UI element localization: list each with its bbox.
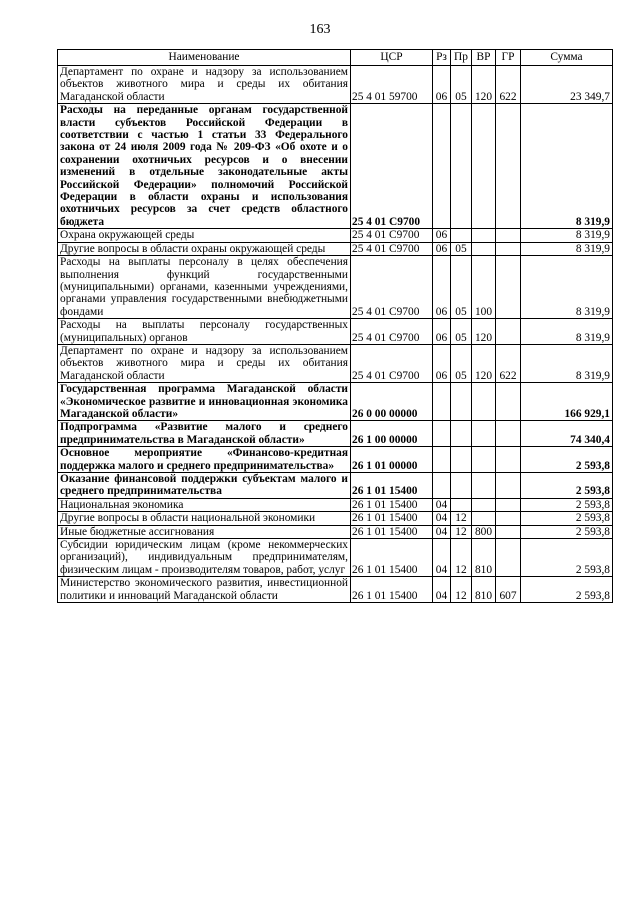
table-row: [58, 525, 613, 538]
row-sum: 2 593,8: [521, 512, 613, 525]
row-rz: 06: [433, 66, 451, 104]
table-row: [58, 229, 613, 242]
row-sum: 8 319,9: [521, 242, 613, 255]
table-row: [58, 104, 613, 229]
row-rz: 06: [433, 344, 451, 382]
row-vr: [472, 473, 496, 499]
row-sum: 2 593,8: [521, 447, 613, 473]
row-csr: 26 1 00 00000: [351, 421, 433, 447]
row-name: Национальная экономика: [58, 498, 351, 511]
row-csr: 25 4 01 С9700: [351, 256, 433, 319]
row-vr: 810: [472, 577, 496, 603]
row-gr: [496, 242, 521, 255]
table-row: [58, 473, 613, 499]
row-sum: 8 319,9: [521, 256, 613, 319]
row-csr: 25 4 01 С9700: [351, 344, 433, 382]
header-vr: ВР: [472, 50, 496, 66]
row-rz: 04: [433, 525, 451, 538]
row-csr: 26 1 01 15400: [351, 525, 433, 538]
row-csr: 26 1 01 15400: [351, 577, 433, 603]
row-name: Государственная программа Магаданской области «Экономическое развитие и инновационная экономика Магаданской области»: [58, 383, 351, 421]
header-name: Наименование: [58, 50, 351, 66]
row-vr: 100: [472, 256, 496, 319]
row-gr: 622: [496, 66, 521, 104]
row-csr: 25 4 01 С9700: [351, 229, 433, 242]
row-pr: [451, 473, 472, 499]
row-vr: [472, 447, 496, 473]
row-csr: 26 1 01 15400: [351, 473, 433, 499]
row-name: Другие вопросы в области национальной экономики: [58, 512, 351, 525]
row-sum: 2 593,8: [521, 473, 613, 499]
row-rz: 06: [433, 242, 451, 255]
table-header-row: [58, 50, 613, 66]
row-pr: 12: [451, 539, 472, 577]
row-rz: [433, 473, 451, 499]
row-rz: 06: [433, 319, 451, 345]
row-name: Основное мероприятие «Финансово-кредитная поддержка малого и среднего предпринимательства»: [58, 447, 351, 473]
row-gr: [496, 104, 521, 229]
row-sum: 2 593,8: [521, 577, 613, 603]
row-name: Расходы на выплаты персоналу в целях обеспечения выполнения функций государственными (муниципальными) органами, казенными учреждениями, органами управления государственными внебюджетными фондами: [58, 256, 351, 319]
row-vr: 120: [472, 319, 496, 345]
row-vr: [472, 383, 496, 421]
row-sum: 166 929,1: [521, 383, 613, 421]
row-name: Оказание финансовой поддержки субъектам малого и среднего предпринимательства: [58, 473, 351, 499]
row-pr: [451, 447, 472, 473]
row-pr: 12: [451, 512, 472, 525]
row-name: Другие вопросы в области охраны окружающей среды: [58, 242, 351, 255]
row-rz: 04: [433, 577, 451, 603]
row-gr: [496, 525, 521, 538]
row-rz: [433, 447, 451, 473]
row-name: Субсидии юридическим лицам (кроме некоммерческих организаций), индивидуальным предпринимателям, физическим лицам - производителям товаров, работ, услуг: [58, 539, 351, 577]
table-row: [58, 256, 613, 319]
row-name: Расходы на переданные органам государственной власти субъектов Российской Федерации в соответствии с частью 1 статьи 33 Федерального закона от 24 июля 2009 года № 209-ФЗ «Об охоте и о сохранении охотничьих ресурсов и о внесении изменений в отдельные законодательные акты Российской Федерации» полномочий Российской Федерации в области охраны и использования охотничьих ресурсов за счет средств областного бюджета: [58, 104, 351, 229]
row-name: Министерство экономического развития, инвестиционной политики и инноваций Магаданской области: [58, 577, 351, 603]
row-vr: [472, 242, 496, 255]
row-name: Иные бюджетные ассигнования: [58, 525, 351, 538]
row-rz: [433, 421, 451, 447]
row-sum: 2 593,8: [521, 539, 613, 577]
row-gr: 622: [496, 344, 521, 382]
row-pr: 05: [451, 242, 472, 255]
table-row: [58, 344, 613, 382]
row-gr: [496, 473, 521, 499]
row-pr: 05: [451, 319, 472, 345]
table-row: [58, 66, 613, 104]
row-csr: 26 1 01 15400: [351, 498, 433, 511]
table-row: [58, 539, 613, 577]
row-csr: 26 1 01 15400: [351, 539, 433, 577]
row-sum: 8 319,9: [521, 344, 613, 382]
table-row: [58, 447, 613, 473]
row-sum: 8 319,9: [521, 229, 613, 242]
row-sum: 74 340,4: [521, 421, 613, 447]
row-csr: 26 0 00 00000: [351, 383, 433, 421]
budget-table: [57, 49, 613, 603]
row-name: Расходы на выплаты персоналу государственных (муниципальных) органов: [58, 319, 351, 345]
row-csr: 25 4 01 С9700: [351, 319, 433, 345]
row-pr: [451, 104, 472, 229]
row-rz: 04: [433, 539, 451, 577]
row-gr: [496, 319, 521, 345]
table-row: [58, 319, 613, 345]
row-pr: 05: [451, 66, 472, 104]
row-gr: [496, 512, 521, 525]
row-vr: [472, 229, 496, 242]
table-row: [58, 577, 613, 603]
row-pr: [451, 383, 472, 421]
row-rz: 06: [433, 229, 451, 242]
row-name: Охрана окружающей среды: [58, 229, 351, 242]
row-rz: 06: [433, 256, 451, 319]
row-sum: 2 593,8: [521, 498, 613, 511]
row-vr: [472, 498, 496, 511]
row-pr: [451, 229, 472, 242]
row-sum: 23 349,7: [521, 66, 613, 104]
row-rz: 04: [433, 498, 451, 511]
header-pr: Пр: [451, 50, 472, 66]
row-vr: 800: [472, 525, 496, 538]
row-gr: 607: [496, 577, 521, 603]
table-row: [58, 512, 613, 525]
row-vr: [472, 512, 496, 525]
row-pr: 12: [451, 525, 472, 538]
row-vr: 120: [472, 344, 496, 382]
row-vr: 120: [472, 66, 496, 104]
row-rz: [433, 383, 451, 421]
row-sum: 8 319,9: [521, 104, 613, 229]
row-vr: [472, 421, 496, 447]
row-csr: 26 1 01 00000: [351, 447, 433, 473]
row-pr: 05: [451, 344, 472, 382]
table-row: [58, 498, 613, 511]
row-name: Департамент по охране и надзору за использованием объектов животного мира и среды их обитания Магаданской области: [58, 344, 351, 382]
row-gr: [496, 539, 521, 577]
row-csr: 26 1 01 15400: [351, 512, 433, 525]
row-rz: [433, 104, 451, 229]
row-gr: [496, 229, 521, 242]
header-rz: Рз: [433, 50, 451, 66]
row-pr: [451, 421, 472, 447]
table-row: [58, 421, 613, 447]
row-gr: [496, 421, 521, 447]
row-vr: [472, 104, 496, 229]
page-number: 163: [309, 22, 331, 37]
row-pr: 12: [451, 577, 472, 603]
row-csr: 25 4 01 С9700: [351, 242, 433, 255]
row-gr: [496, 447, 521, 473]
row-name: Подпрограмма «Развитие малого и среднего предпринимательства в Магаданской области»: [58, 421, 351, 447]
row-pr: 05: [451, 256, 472, 319]
row-csr: 25 4 01 59700: [351, 66, 433, 104]
row-vr: 810: [472, 539, 496, 577]
row-pr: [451, 498, 472, 511]
header-csr: ЦСР: [351, 50, 433, 66]
row-csr: 25 4 01 С9700: [351, 104, 433, 229]
row-rz: 04: [433, 512, 451, 525]
header-sum: Сумма: [521, 50, 613, 66]
table-row: [58, 383, 613, 421]
row-name: Департамент по охране и надзору за использованием объектов животного мира и среды их обитания Магаданской области: [58, 66, 351, 104]
table-row: [58, 242, 613, 255]
row-gr: [496, 383, 521, 421]
row-gr: [496, 498, 521, 511]
header-gr: ГР: [496, 50, 521, 66]
row-gr: [496, 256, 521, 319]
row-sum: 8 319,9: [521, 319, 613, 345]
row-sum: 2 593,8: [521, 525, 613, 538]
